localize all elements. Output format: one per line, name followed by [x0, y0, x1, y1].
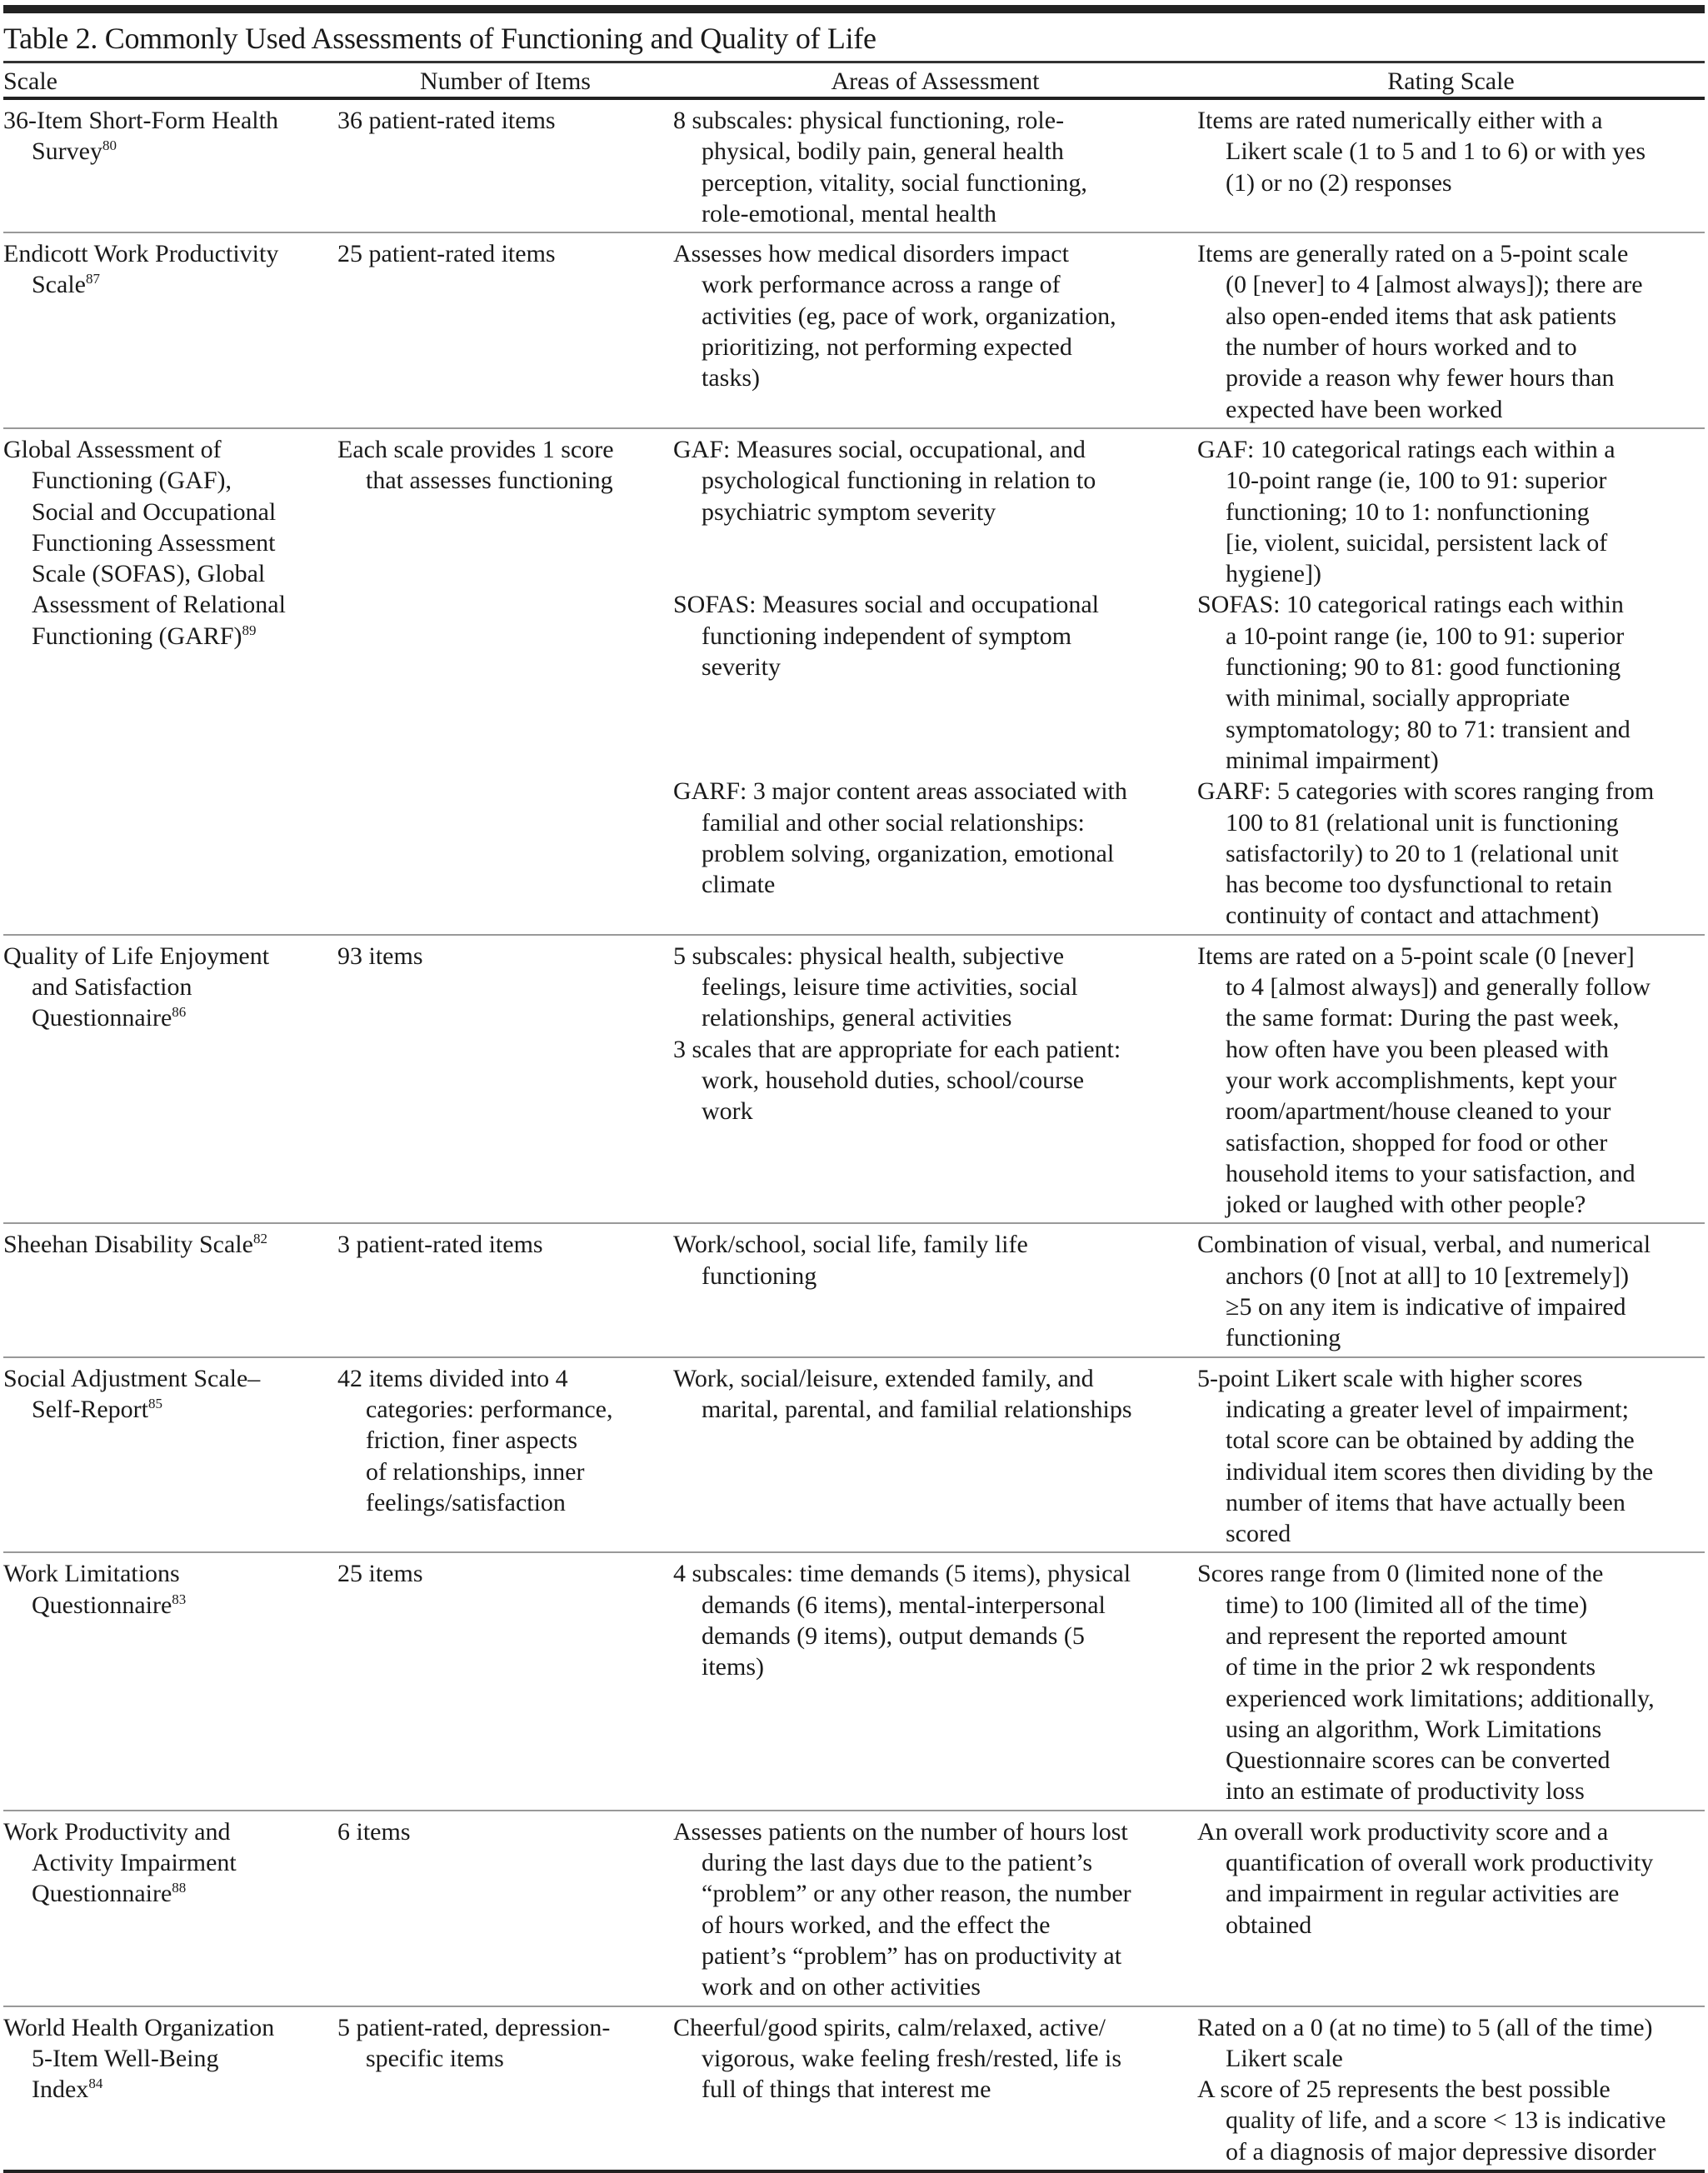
areas-line: Work, social/leisure, extended family, and: [673, 1364, 1094, 1392]
cell-scale: [3, 98, 337, 232]
areas-line: 4 subscales: time demands (5 items), physical: [673, 1560, 1131, 1588]
header-areas-of-assessment: Areas of Assessment: [673, 63, 1197, 98]
cell-rating: [1197, 428, 1705, 935]
areas-line: Cheerful/good spirits, calm/relaxed, active/: [673, 2013, 1106, 2041]
areas-line: “problem” or any other reason, the number: [702, 1880, 1131, 1908]
rating-line: and represent the reported amount: [1226, 1622, 1567, 1650]
cell-areas: [673, 935, 1197, 1224]
reference-number: 86: [172, 1004, 187, 1021]
areas-line: perception, vitality, social functioning,: [702, 168, 1087, 197]
items-line: that assesses functioning: [366, 467, 613, 495]
areas-line: role-emotional, mental health: [702, 199, 997, 227]
reference-number: 84: [88, 2076, 103, 2092]
cell-areas: [673, 1811, 1197, 2006]
items-line: 25 items: [337, 1560, 423, 1588]
scale-line: [3, 527, 337, 558]
areas-paragraph: [673, 1558, 1197, 1682]
table-body: [3, 98, 1705, 2171]
items-line: 25 patient-rated items: [337, 240, 556, 268]
cell-scale: [3, 2006, 337, 2171]
areas-line: during the last days due to the patient’s: [702, 1849, 1093, 1877]
header-number-of-items: Number of Items: [337, 63, 673, 98]
areas-paragraph: [673, 1034, 1197, 1127]
areas-paragraph: [673, 105, 1197, 229]
scale-text: Sheehan Disability Scale: [3, 1231, 253, 1259]
rating-line: ≥5 on any item is indicative of impaired: [1226, 1293, 1626, 1321]
items-line: of relationships, inner: [366, 1457, 585, 1486]
scale-line: [3, 1363, 337, 1394]
cell-items: [337, 2006, 673, 2171]
items-paragraph: [337, 1363, 673, 1518]
cell-areas: [673, 2006, 1197, 2171]
cell-rating: [1197, 2006, 1705, 2171]
cell-rating: [1197, 98, 1705, 232]
rating-line: number of items that have actually been: [1226, 1488, 1626, 1516]
rating-line: satisfaction, shopped for food or other: [1226, 1128, 1608, 1156]
areas-paragraph: [673, 2012, 1197, 2106]
areas-line: work, household duties, school/course: [702, 1066, 1085, 1094]
areas-line: psychiatric symptom severity: [702, 497, 996, 526]
items-line: 3 patient-rated items: [337, 1231, 543, 1259]
scale-text: Survey: [32, 137, 102, 166]
scale-text: Activity Impairment: [32, 1849, 237, 1877]
areas-line: work and on other activities: [702, 1973, 981, 2001]
rating-line: SOFAS: 10 categorical ratings each within: [1197, 591, 1624, 619]
scale-text: and Satisfaction: [32, 973, 192, 1002]
rating-line: of a diagnosis of major depressive disorder: [1226, 2137, 1656, 2166]
rating-paragraph: [1197, 1558, 1705, 1806]
header-rating-scale: Rating Scale: [1197, 63, 1705, 98]
areas-line: full of things that interest me: [702, 2076, 991, 2104]
scale-text: Work Productivity and: [3, 1817, 231, 1846]
scale-line: [3, 497, 337, 527]
scale-text: Questionnaire: [32, 1004, 172, 1032]
cell-rating: [1197, 1223, 1705, 1356]
scale-text: Endicott Work Productivity: [3, 240, 279, 268]
rating-line: total score can be obtained by adding the: [1226, 1426, 1635, 1455]
rating-line: joked or laughed with other people?: [1226, 1191, 1586, 1219]
scale-text: Questionnaire: [32, 1591, 172, 1619]
scale-text: Scale (SOFAS), Global: [32, 560, 266, 588]
areas-line: work performance across a range of: [702, 271, 1061, 299]
areas-line: marital, parental, and familial relationships: [702, 1395, 1132, 1423]
areas-line: 8 subscales: physical functioning, role-: [673, 107, 1065, 134]
areas-line: psychological functioning in relation to: [702, 467, 1096, 495]
cell-items: [337, 428, 673, 935]
rating-paragraph: [1197, 1816, 1705, 1941]
items-line: 5 patient-rated, depression-: [337, 2013, 611, 2041]
reference-number: 80: [102, 137, 117, 154]
areas-line: functioning independent of symptom: [702, 622, 1072, 650]
cell-items: [337, 98, 673, 232]
rating-line: using an algorithm, Work Limitations: [1226, 1715, 1602, 1743]
areas-paragraph: [673, 776, 1197, 932]
areas-line: functioning: [702, 1261, 817, 1290]
items-paragraph: [337, 434, 673, 497]
items-paragraph: [337, 2012, 673, 2075]
rating-line: Combination of visual, verbal, and numerical: [1197, 1231, 1651, 1259]
areas-paragraph: [673, 941, 1197, 1034]
rating-line: GARF: 5 categories with scores ranging from: [1197, 777, 1655, 806]
scale-text: Assessment of Relational: [32, 591, 286, 619]
scale-text: Self-Report: [32, 1395, 148, 1423]
rating-line: your work accomplishments, kept your: [1226, 1066, 1617, 1094]
rating-line: the same format: During the past week,: [1226, 1004, 1620, 1032]
reference-number: 85: [147, 1395, 162, 1411]
areas-line: patient’s “problem” has on productivity at: [702, 1941, 1122, 1970]
rating-line: how often have you been pleased with: [1226, 1035, 1609, 1063]
scale-line: [3, 238, 337, 269]
scale-line: [3, 136, 337, 167]
rating-line: indicating a greater level of impairment;: [1226, 1395, 1629, 1423]
areas-line: climate: [702, 871, 776, 899]
areas-paragraph: [673, 1816, 1197, 2003]
items-line: 6 items: [337, 1817, 411, 1846]
items-paragraph: [337, 1229, 673, 1260]
rating-line: hygiene]): [1226, 560, 1321, 588]
rating-line: A score of 25 represents the best possible: [1197, 2076, 1611, 2104]
scale-text: World Health Organization: [3, 2013, 275, 2041]
rating-line: quality of life, and a score < 13 is indicative: [1226, 2106, 1666, 2135]
areas-paragraph: [673, 238, 1197, 393]
rating-line: expected have been worked: [1226, 395, 1503, 423]
cell-areas: [673, 1357, 1197, 1553]
table-title: Table 2. Commonly Used Assessments of Functioning and Quality of Life: [3, 22, 876, 55]
rating-line: quantification of overall work productivity: [1226, 1849, 1654, 1877]
reference-number: 82: [252, 1231, 267, 1247]
scale-line: [3, 434, 337, 465]
scale-line: [3, 465, 337, 496]
scale-text: Social Adjustment Scale–: [3, 1364, 261, 1392]
rating-line: minimal impairment): [1226, 746, 1439, 774]
rating-line: scored: [1226, 1520, 1291, 1548]
areas-paragraph: [673, 1363, 1197, 1426]
table-row: [3, 935, 1705, 1224]
items-line: 36 patient-rated items: [337, 107, 556, 134]
areas-line: relationships, general activities: [702, 1004, 1012, 1032]
rating-line: has become too dysfunctional to retain: [1226, 871, 1613, 899]
scale-line: [3, 269, 337, 300]
cell-items: [337, 1811, 673, 2006]
areas-line: Work/school, social life, family life: [673, 1231, 1028, 1259]
areas-line: problem solving, organization, emotional: [702, 839, 1115, 867]
cell-items: [337, 935, 673, 1224]
areas-paragraph: [673, 1229, 1197, 1291]
scale-line: [3, 1394, 337, 1425]
rating-line: individual item scores then dividing by the: [1226, 1457, 1654, 1486]
scale-text: Quality of Life Enjoyment: [3, 942, 270, 970]
areas-line: demands (6 items), mental-interpersonal: [702, 1591, 1106, 1619]
rating-line: Items are rated on a 5-point scale (0 [never]: [1197, 942, 1635, 970]
scale-text: 36-Item Short-Form Health: [3, 107, 278, 134]
rating-line: continuity of contact and attachment): [1226, 902, 1600, 930]
rating-line: room/apartment/house cleaned to your: [1226, 1097, 1611, 1126]
rating-line: with minimal, socially appropriate: [1226, 684, 1571, 712]
reference-number: 83: [172, 1591, 187, 1607]
areas-line: work: [702, 1097, 753, 1126]
areas-line: severity: [702, 653, 781, 682]
rating-paragraph: [1197, 2012, 1705, 2075]
items-line: feelings/satisfaction: [366, 1488, 566, 1516]
table-row: [3, 428, 1705, 935]
cell-scale: [3, 232, 337, 428]
areas-line: 5 subscales: physical health, subjective: [673, 942, 1065, 970]
header-row: [3, 63, 1705, 98]
items-paragraph: [337, 1558, 673, 1589]
items-paragraph: [337, 238, 673, 269]
areas-line: GAF: Measures social, occupational, and: [673, 435, 1086, 463]
cell-rating: [1197, 232, 1705, 428]
rating-line: 5-point Likert scale with higher scores: [1197, 1364, 1583, 1392]
rating-line: the number of hours worked and to: [1226, 333, 1577, 362]
cell-items: [337, 1357, 673, 1553]
cell-areas: [673, 232, 1197, 428]
scale-line: [3, 1229, 337, 1260]
items-paragraph: [337, 941, 673, 972]
scale-line: [3, 1558, 337, 1589]
scale-text: Functioning (GAF),: [32, 467, 232, 495]
rating-paragraph: [1197, 589, 1705, 776]
items-line: specific items: [366, 2044, 504, 2072]
rating-paragraph: [1197, 238, 1705, 425]
areas-line: physical, bodily pain, general health: [702, 137, 1064, 166]
cell-items: [337, 1552, 673, 1810]
items-line: categories: performance,: [366, 1395, 613, 1423]
scale-text: Functioning Assessment: [32, 528, 276, 557]
items-paragraph: [337, 105, 673, 136]
areas-line: GARF: 3 major content areas associated with: [673, 777, 1127, 806]
areas-line: feelings, leisure time activities, social: [702, 973, 1078, 1002]
rating-paragraph: [1197, 1229, 1705, 1353]
areas-paragraph: [673, 589, 1197, 776]
cell-areas: [673, 1552, 1197, 1810]
scale-text: 5-Item Well-Being: [32, 2044, 219, 2072]
reference-number: 88: [172, 1880, 187, 1896]
areas-line: 3 scales that are appropriate for each patient:: [673, 1035, 1121, 1063]
rating-line: symptomatology; 80 to 71: transient and: [1226, 715, 1631, 743]
rating-line: experienced work limitations; additionally,: [1226, 1684, 1655, 1712]
rating-line: provide a reason why fewer hours than: [1226, 364, 1615, 392]
rating-line: Scores range from 0 (limited none of the: [1197, 1560, 1604, 1588]
scale-line: [3, 2043, 337, 2074]
table-row: [3, 1552, 1705, 1810]
scale-line: [3, 1590, 337, 1621]
areas-line: Assesses how medical disorders impact: [673, 240, 1069, 268]
scale-line: [3, 105, 337, 136]
rating-line: anchors (0 [not at all] to 10 [extremely]): [1226, 1261, 1629, 1290]
items-line: friction, finer aspects: [366, 1426, 578, 1455]
rating-paragraph: [1197, 2074, 1705, 2167]
areas-line: of hours worked, and the effect the: [702, 1911, 1051, 1939]
scale-line: [3, 941, 337, 972]
cell-scale: [3, 1811, 337, 2006]
rating-line: Likert scale: [1226, 2044, 1343, 2072]
rating-line: functioning; 10 to 1: nonfunctioning: [1226, 497, 1590, 526]
cell-scale: [3, 935, 337, 1224]
rating-line: An overall work productivity score and a: [1197, 1817, 1609, 1846]
rating-paragraph: [1197, 776, 1705, 931]
scale-line: [3, 558, 337, 589]
rating-line: Items are generally rated on a 5-point scale: [1197, 240, 1629, 268]
areas-line: Assesses patients on the number of hours lost: [673, 1817, 1128, 1846]
rating-line: time) to 100 (limited all of the time): [1226, 1591, 1588, 1619]
scale-line: [3, 2012, 337, 2043]
rating-line: GAF: 10 categorical ratings each within a: [1197, 435, 1616, 463]
cell-rating: [1197, 1357, 1705, 1553]
rating-line: obtained: [1226, 1911, 1312, 1939]
areas-line: items): [702, 1653, 764, 1681]
areas-line: SOFAS: Measures social and occupational: [673, 591, 1100, 619]
rating-line: (1) or no (2) responses: [1226, 168, 1452, 197]
scale-text: Work Limitations: [3, 1560, 180, 1588]
rating-line: functioning: [1226, 1324, 1341, 1352]
cell-areas: [673, 98, 1197, 232]
items-line: 93 items: [337, 942, 423, 970]
areas-line: tasks): [702, 364, 760, 392]
scale-text: Social and Occupational: [32, 497, 277, 526]
scale-line: [3, 1847, 337, 1878]
rating-line: household items to your satisfaction, and: [1226, 1159, 1636, 1187]
scale-line: [3, 1816, 337, 1847]
rating-line: Rated on a 0 (at no time) to 5 (all of the time): [1197, 2013, 1653, 2041]
rating-line: of time in the prior 2 wk respondents: [1226, 1653, 1596, 1681]
rating-line: [ie, violent, suicidal, persistent lack of: [1226, 528, 1608, 557]
assessments-table: [3, 63, 1705, 2173]
cell-scale: [3, 1357, 337, 1553]
areas-line: activities (eg, pace of work, organization,: [702, 302, 1116, 330]
cell-rating: [1197, 935, 1705, 1224]
areas-line: prioritizing, not performing expected: [702, 333, 1072, 362]
cell-scale: [3, 428, 337, 935]
rating-paragraph: [1197, 434, 1705, 589]
scale-line: [3, 1878, 337, 1909]
cell-scale: [3, 1552, 337, 1810]
table-row: [3, 1811, 1705, 2006]
table-row: [3, 98, 1705, 232]
cell-scale: [3, 1223, 337, 1356]
top-rule: [3, 5, 1705, 13]
rating-line: (0 [never] to 4 [almost always]); there are: [1226, 271, 1643, 299]
rating-line: satisfactorily) to 20 to 1 (relational unit: [1226, 839, 1619, 867]
table-row: [3, 232, 1705, 428]
reference-number: 87: [85, 271, 100, 287]
rating-line: Questionnaire scores can be converted: [1226, 1746, 1611, 1775]
cell-items: [337, 232, 673, 428]
reference-number: 89: [242, 622, 257, 638]
rating-line: Items are rated numerically either with a: [1197, 107, 1603, 134]
cell-items: [337, 1223, 673, 1356]
rating-line: into an estimate of productivity loss: [1226, 1777, 1585, 1806]
cell-rating: [1197, 1811, 1705, 2006]
scale-text: Index: [32, 2076, 89, 2104]
areas-line: vigorous, wake feeling fresh/rested, life is: [702, 2044, 1122, 2072]
rating-line: Likert scale (1 to 5 and 1 to 6) or with yes: [1226, 137, 1646, 166]
scale-text: Questionnaire: [32, 1880, 172, 1908]
rating-paragraph: [1197, 105, 1705, 198]
rating-line: 100 to 81 (relational unit is functioning: [1226, 808, 1619, 837]
table-row: [3, 1357, 1705, 1553]
scale-line: [3, 2074, 337, 2105]
rating-line: also open-ended items that ask patients: [1226, 302, 1617, 330]
scale-line: [3, 1002, 337, 1033]
rating-line: to 4 [almost always]) and generally follow: [1226, 973, 1651, 1002]
rating-paragraph: [1197, 941, 1705, 1221]
areas-paragraph: [673, 434, 1197, 590]
areas-line: familial and other social relationships:: [702, 808, 1085, 837]
scale-text: Global Assessment of: [3, 435, 222, 463]
scale-text: Scale: [32, 271, 86, 299]
cell-rating: [1197, 1552, 1705, 1810]
rating-paragraph: [1197, 1363, 1705, 1550]
items-line: 42 items divided into 4: [337, 1364, 568, 1392]
cell-areas: [673, 428, 1197, 935]
items-line: Each scale provides 1 score: [337, 435, 614, 463]
scale-text: Functioning (GARF): [32, 622, 242, 650]
scale-line: [3, 972, 337, 1002]
table-row: [3, 2006, 1705, 2171]
areas-line: demands (9 items), output demands (5: [702, 1622, 1085, 1650]
scale-line: [3, 621, 337, 652]
table-row: [3, 1223, 1705, 1356]
rating-line: functioning; 90 to 81: good functioning: [1226, 653, 1621, 682]
rating-line: and impairment in regular activities are: [1226, 1880, 1620, 1908]
header-scale: Scale: [3, 63, 337, 98]
rating-line: 10-point range (ie, 100 to 91: superior: [1226, 467, 1607, 495]
items-paragraph: [337, 1816, 673, 1847]
scale-line: [3, 589, 337, 620]
cell-areas: [673, 1223, 1197, 1356]
rating-line: a 10-point range (ie, 100 to 91: superior: [1226, 622, 1625, 650]
